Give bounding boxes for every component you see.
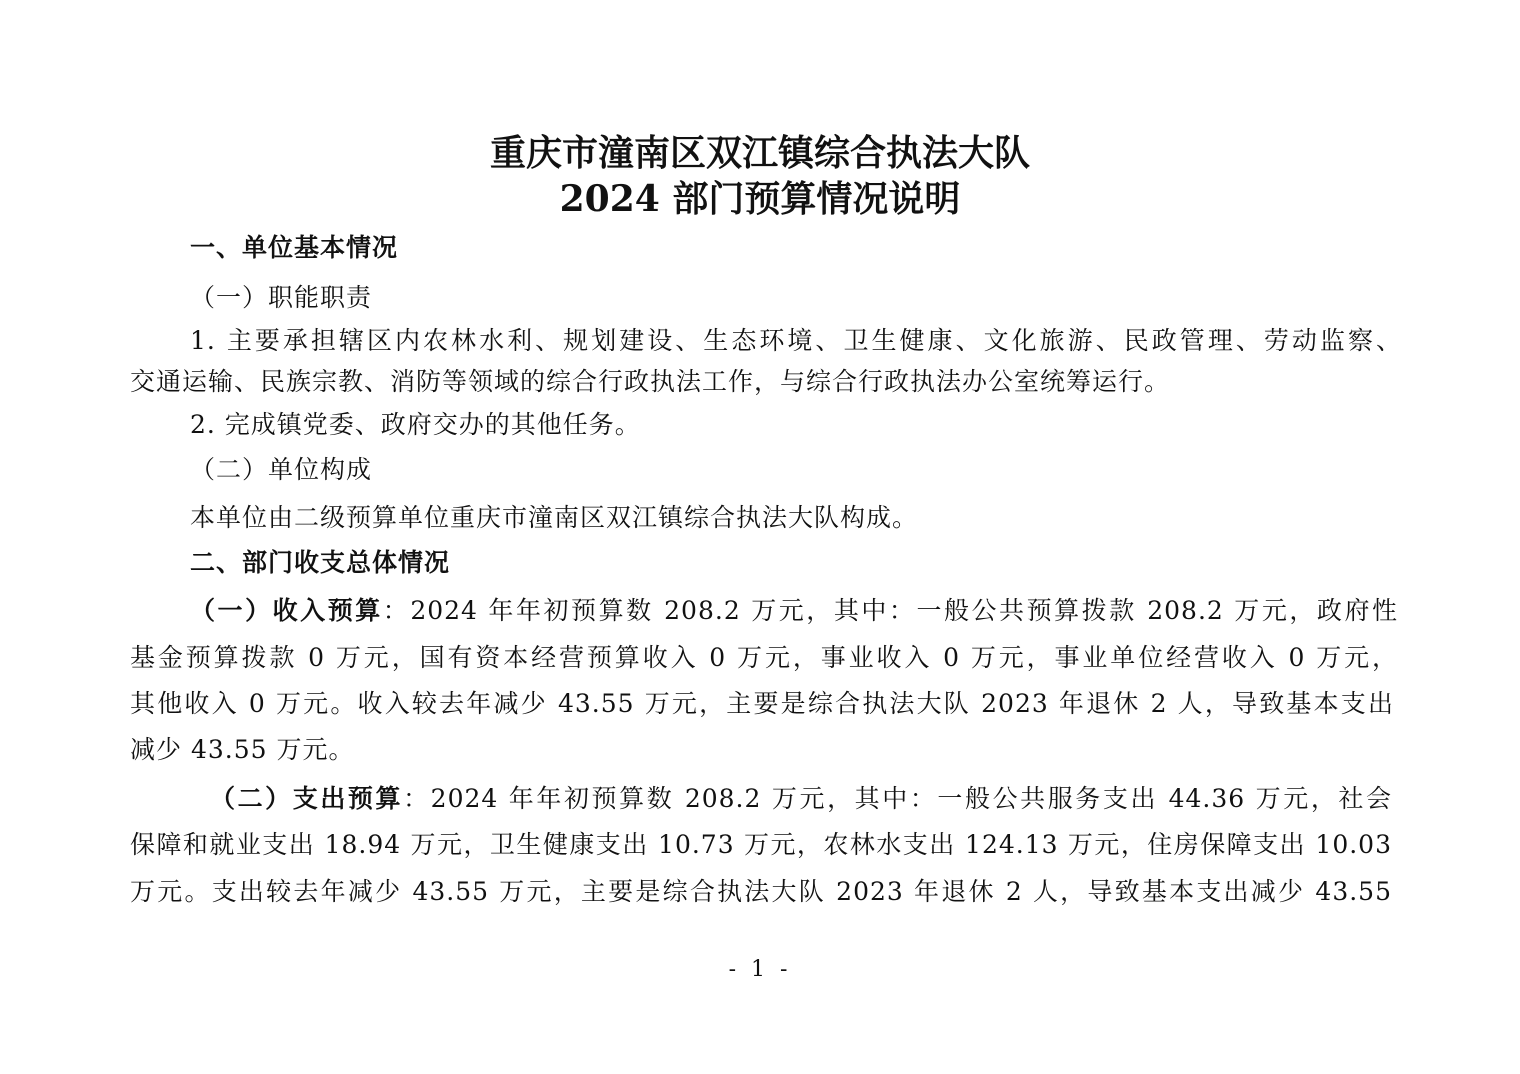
income-label: （一）收入预算 — [190, 596, 383, 625]
income-line4: 减少 43.55 万元。 — [130, 735, 355, 764]
document-title-line2: 2024 部门预算情况说明 — [559, 178, 961, 220]
composition-text: 本单位由二级预算单位重庆市潼南区双江镇综合执法大队构成。 — [190, 503, 919, 532]
expense-line2: 保障和就业支出 18.94 万元，卫生健康支出 10.73 万元，农林水支出 124.13 万元，住房保障支出 10.03 — [130, 830, 1392, 859]
section1-heading: 一、单位基本情况 — [190, 233, 399, 262]
page-number: - 1 - — [728, 957, 792, 982]
expense-paragraph-line1 — [210, 783, 1392, 815]
duty1-line1: 1. 主要承担辖区内农林水利、规划建设、生态环境、卫生健康、文化旅游、民政管理、劳动监察、 — [190, 326, 1402, 355]
income-line3: 其他收入 0 万元。收入较去年减少 43.55 万元，主要是综合执法大队 2023 年退休 2 人，导致基本支出 — [130, 689, 1394, 718]
document-title-line1: 重庆市潼南区双江镇综合执法大队 — [489, 132, 1030, 174]
duty1-line2: 交通运输、民族宗教、消防等领域的综合行政执法工作，与综合行政执法办公室统筹运行。 — [130, 367, 1171, 396]
section2-heading: 二、部门收支总体情况 — [190, 548, 451, 577]
income-paragraph-line1 — [190, 595, 1398, 627]
income-line1-text: ：2024 年年初预算数 208.2 万元，其中：一般公共预算拨款 208.2 万元，政府性 — [382, 596, 1398, 625]
income-line2: 基金预算拨款 0 万元，国有资本经营预算收入 0 万元，事业收入 0 万元，事业单位经营收入 0 万元， — [130, 643, 1398, 672]
section1-sub1-heading: （一）职能职责 — [190, 283, 373, 312]
section1-sub2-heading: （二）单位构成 — [190, 455, 373, 484]
expense-line3: 万元。支出较去年减少 43.55 万元，主要是综合执法大队 2023 年退休 2 人，导致基本支出减少 43.55 — [130, 877, 1392, 906]
expense-line1-text: ：2024 年年初预算数 208.2 万元，其中：一般公共服务支出 44.36 万元，社会 — [403, 784, 1392, 813]
expense-label: （二）支出预算 — [210, 784, 404, 813]
duty2: 2. 完成镇党委、政府交办的其他任务。 — [190, 410, 641, 439]
